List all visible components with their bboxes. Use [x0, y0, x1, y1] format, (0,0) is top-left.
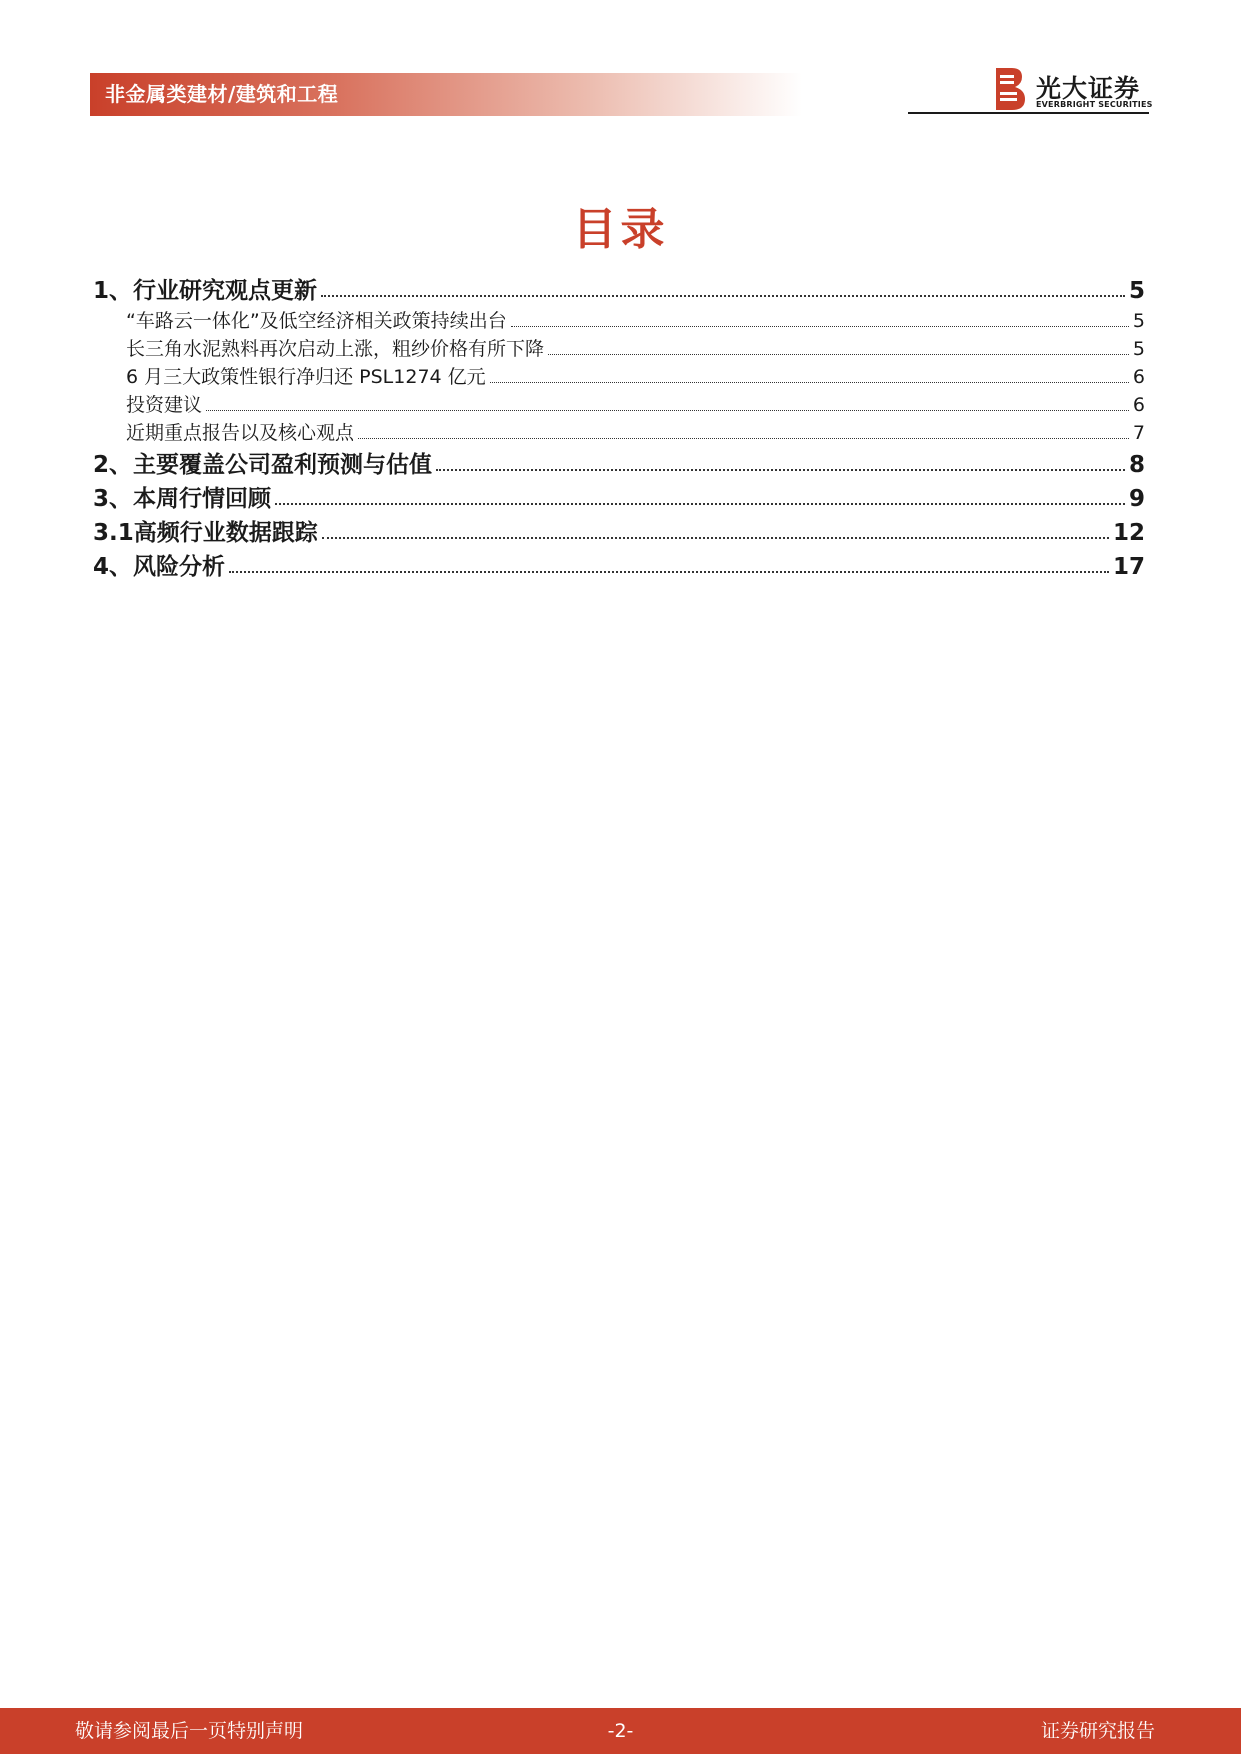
toc-leader-dots — [275, 503, 1125, 505]
toc-entry-page: 17 — [1112, 554, 1145, 580]
toc-entry[interactable] — [93, 514, 1145, 548]
toc-entry-title: 投资建议 — [126, 394, 203, 416]
toc-entry[interactable] — [93, 548, 1145, 582]
toc-leader-dots — [358, 438, 1129, 439]
toc-entry-title: 高频行业数据跟踪 — [133, 520, 318, 546]
table-of-contents — [93, 272, 1145, 582]
toc-entry-page: 7 — [1132, 422, 1145, 444]
toc-entry-page: 5 — [1132, 338, 1145, 360]
toc-entry-title: “车路云一体化”及低空经济相关政策持续出台 — [126, 310, 507, 332]
toc-entry-page: 12 — [1112, 520, 1145, 546]
toc-entry-page: 6 — [1132, 366, 1145, 388]
toc-entry-number: 4、 — [93, 554, 133, 580]
header-rule — [908, 112, 1149, 114]
toc-entry-number: 3、 — [93, 486, 133, 512]
toc-leader-dots — [322, 537, 1109, 539]
toc-entry-title: 风险分析 — [133, 554, 225, 580]
everbright-logo-icon — [994, 66, 1028, 112]
toc-entry-page: 5 — [1132, 310, 1145, 332]
toc-leader-dots — [321, 295, 1125, 297]
toc-entry[interactable] — [93, 446, 1145, 480]
header-category-band — [90, 73, 802, 116]
company-logo — [994, 66, 1153, 112]
toc-entry-title: 近期重点报告以及核心观点 — [126, 422, 355, 444]
toc-entry-page: 5 — [1128, 278, 1145, 304]
toc-entry[interactable] — [93, 480, 1145, 514]
toc-entry-number: 1、 — [93, 278, 133, 304]
logo-chinese-name: 光大证券 — [1036, 74, 1141, 103]
toc-entry-page: 6 — [1132, 394, 1145, 416]
toc-leader-dots — [436, 469, 1125, 471]
toc-entry[interactable] — [93, 334, 1145, 362]
toc-title: 目录 — [572, 204, 669, 255]
toc-entry-title: 本周行情回顾 — [133, 486, 271, 512]
toc-entry[interactable] — [93, 272, 1145, 306]
toc-entry[interactable] — [93, 362, 1145, 390]
toc-entry-page: 8 — [1128, 452, 1145, 478]
footer-page-number: -2- — [607, 1720, 634, 1742]
header-category: 非金属类建材/建筑和工程 — [105, 82, 339, 106]
toc-entry[interactable] — [93, 418, 1145, 446]
toc-entry-page: 9 — [1128, 486, 1145, 512]
toc-leader-dots — [548, 354, 1129, 355]
toc-entry-title: 行业研究观点更新 — [133, 278, 317, 304]
footer-band — [0, 1708, 1241, 1754]
toc-leader-dots — [511, 326, 1129, 327]
toc-leader-dots — [206, 410, 1129, 411]
toc-entry[interactable] — [93, 306, 1145, 334]
footer-report-type: 证券研究报告 — [1040, 1720, 1155, 1742]
toc-leader-dots — [229, 571, 1109, 573]
footer-disclaimer: 敬请参阅最后一页特别声明 — [75, 1720, 304, 1742]
toc-entry-title: 6 月三大政策性银行净归还 PSL1274 亿元 — [126, 366, 486, 388]
toc-entry[interactable] — [93, 390, 1145, 418]
toc-entry-number: 3.1 — [93, 520, 134, 546]
toc-entry-number: 2、 — [93, 452, 133, 478]
logo-english-name: EVERBRIGHT SECURITIES — [1036, 100, 1153, 109]
toc-leader-dots — [490, 382, 1129, 383]
toc-entry-title: 主要覆盖公司盈利预测与估值 — [133, 452, 432, 478]
toc-entry-title: 长三角水泥熟料再次启动上涨，粗纱价格有所下降 — [126, 338, 545, 360]
